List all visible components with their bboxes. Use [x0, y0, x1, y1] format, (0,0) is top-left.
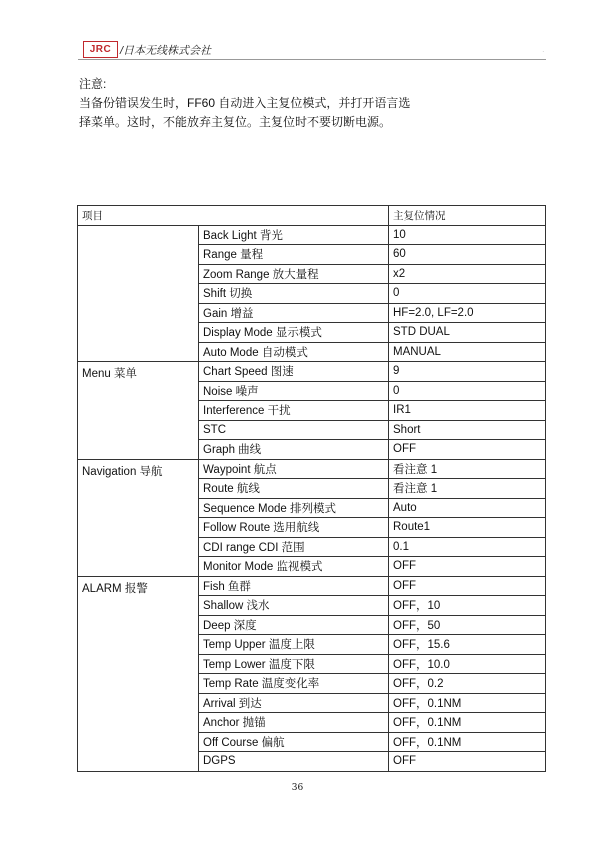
- reset-value: HF=2.0, LF=2.0: [389, 303, 546, 323]
- item-name: DGPS: [199, 752, 389, 772]
- reset-value: STD DUAL: [389, 323, 546, 343]
- reset-value: OFF，50: [389, 615, 546, 635]
- table-row: [78, 459, 546, 479]
- master-reset-table: [77, 205, 546, 772]
- reset-value: OFF，15.6: [389, 635, 546, 655]
- table-row: [78, 225, 546, 245]
- item-name: CDI range CDI 范围: [199, 537, 389, 557]
- header-mark: .: [542, 48, 544, 54]
- reset-value: 10: [389, 225, 546, 245]
- reset-value: 60: [389, 245, 546, 265]
- item-name: Sequence Mode 排列模式: [199, 498, 389, 518]
- group-label: ALARM 报警: [78, 576, 199, 771]
- item-name: Interference 干扰: [199, 401, 389, 421]
- item-name: Monitor Mode 监视模式: [199, 557, 389, 577]
- item-name: Zoom Range 放大量程: [199, 264, 389, 284]
- item-name: Gain 增益: [199, 303, 389, 323]
- reset-value: 9: [389, 362, 546, 382]
- group-label: Menu 菜单: [78, 362, 199, 460]
- item-name: Follow Route 选用航线: [199, 518, 389, 538]
- item-name: STC: [199, 420, 389, 440]
- note-title: 注意:: [79, 77, 107, 91]
- note-line: 择菜单。这时，不能放弃主复位。主复位时不要切断电源。: [79, 115, 392, 129]
- reset-value: Short: [389, 420, 546, 440]
- reset-value: 0: [389, 284, 546, 304]
- table-header-row: [78, 206, 546, 226]
- reset-value: OFF，0.1NM: [389, 693, 546, 713]
- reset-value: OFF: [389, 440, 546, 460]
- header-reset-status: 主复位情况: [389, 206, 546, 226]
- reset-value: 0: [389, 381, 546, 401]
- item-name: Chart Speed 图速: [199, 362, 389, 382]
- item-name: Back Light 背光: [199, 225, 389, 245]
- reset-value: OFF，0.1NM: [389, 713, 546, 733]
- group-label: [78, 225, 199, 362]
- item-name: Arrival 到达: [199, 693, 389, 713]
- reset-value: OFF，0.2: [389, 674, 546, 694]
- company-name: /日本无线株式会社: [120, 45, 212, 57]
- item-name: Off Course 偏航: [199, 732, 389, 752]
- reset-value: MANUAL: [389, 342, 546, 362]
- reset-value: 0.1: [389, 537, 546, 557]
- page-header: [78, 40, 546, 62]
- item-name: Noise 噪声: [199, 381, 389, 401]
- item-name: Deep 深度: [199, 615, 389, 635]
- table-row: [78, 576, 546, 596]
- reset-value: 看注意 1: [389, 459, 546, 479]
- reset-value: OFF: [389, 576, 546, 596]
- jrc-logo: JRC: [83, 41, 118, 58]
- header-divider: [78, 59, 546, 60]
- item-name: Fish 鱼群: [199, 576, 389, 596]
- item-name: Display Mode 显示模式: [199, 323, 389, 343]
- item-name: Shallow 浅水: [199, 596, 389, 616]
- reset-value: OFF，10.0: [389, 654, 546, 674]
- note-line: 当备份错误发生时，FF60 自动进入主复位模式，并打开语言选: [79, 96, 411, 110]
- item-name: Range 量程: [199, 245, 389, 265]
- item-name: Temp Rate 温度变化率: [199, 674, 389, 694]
- item-name: Waypoint 航点: [199, 459, 389, 479]
- item-name: Route 航线: [199, 479, 389, 499]
- reset-value: 看注意 1: [389, 479, 546, 499]
- item-name: Shift 切换: [199, 284, 389, 304]
- reset-value: Auto: [389, 498, 546, 518]
- item-name: Auto Mode 自动模式: [199, 342, 389, 362]
- group-label: Navigation 导航: [78, 459, 199, 576]
- reset-value: x2: [389, 264, 546, 284]
- header-item: 项目: [78, 206, 389, 226]
- item-name: Graph 曲线: [199, 440, 389, 460]
- item-name: Temp Lower 温度下限: [199, 654, 389, 674]
- reset-value: OFF: [389, 752, 546, 772]
- table-row: [78, 362, 546, 382]
- reset-value: OFF，10: [389, 596, 546, 616]
- item-name: Temp Upper 温度上限: [199, 635, 389, 655]
- item-name: Anchor 抛锚: [199, 713, 389, 733]
- note-block: [79, 75, 549, 132]
- reset-value: OFF，0.1NM: [389, 732, 546, 752]
- page-number: 36: [291, 783, 304, 793]
- reset-value: Route1: [389, 518, 546, 538]
- reset-value: IR1: [389, 401, 546, 421]
- reset-value: OFF: [389, 557, 546, 577]
